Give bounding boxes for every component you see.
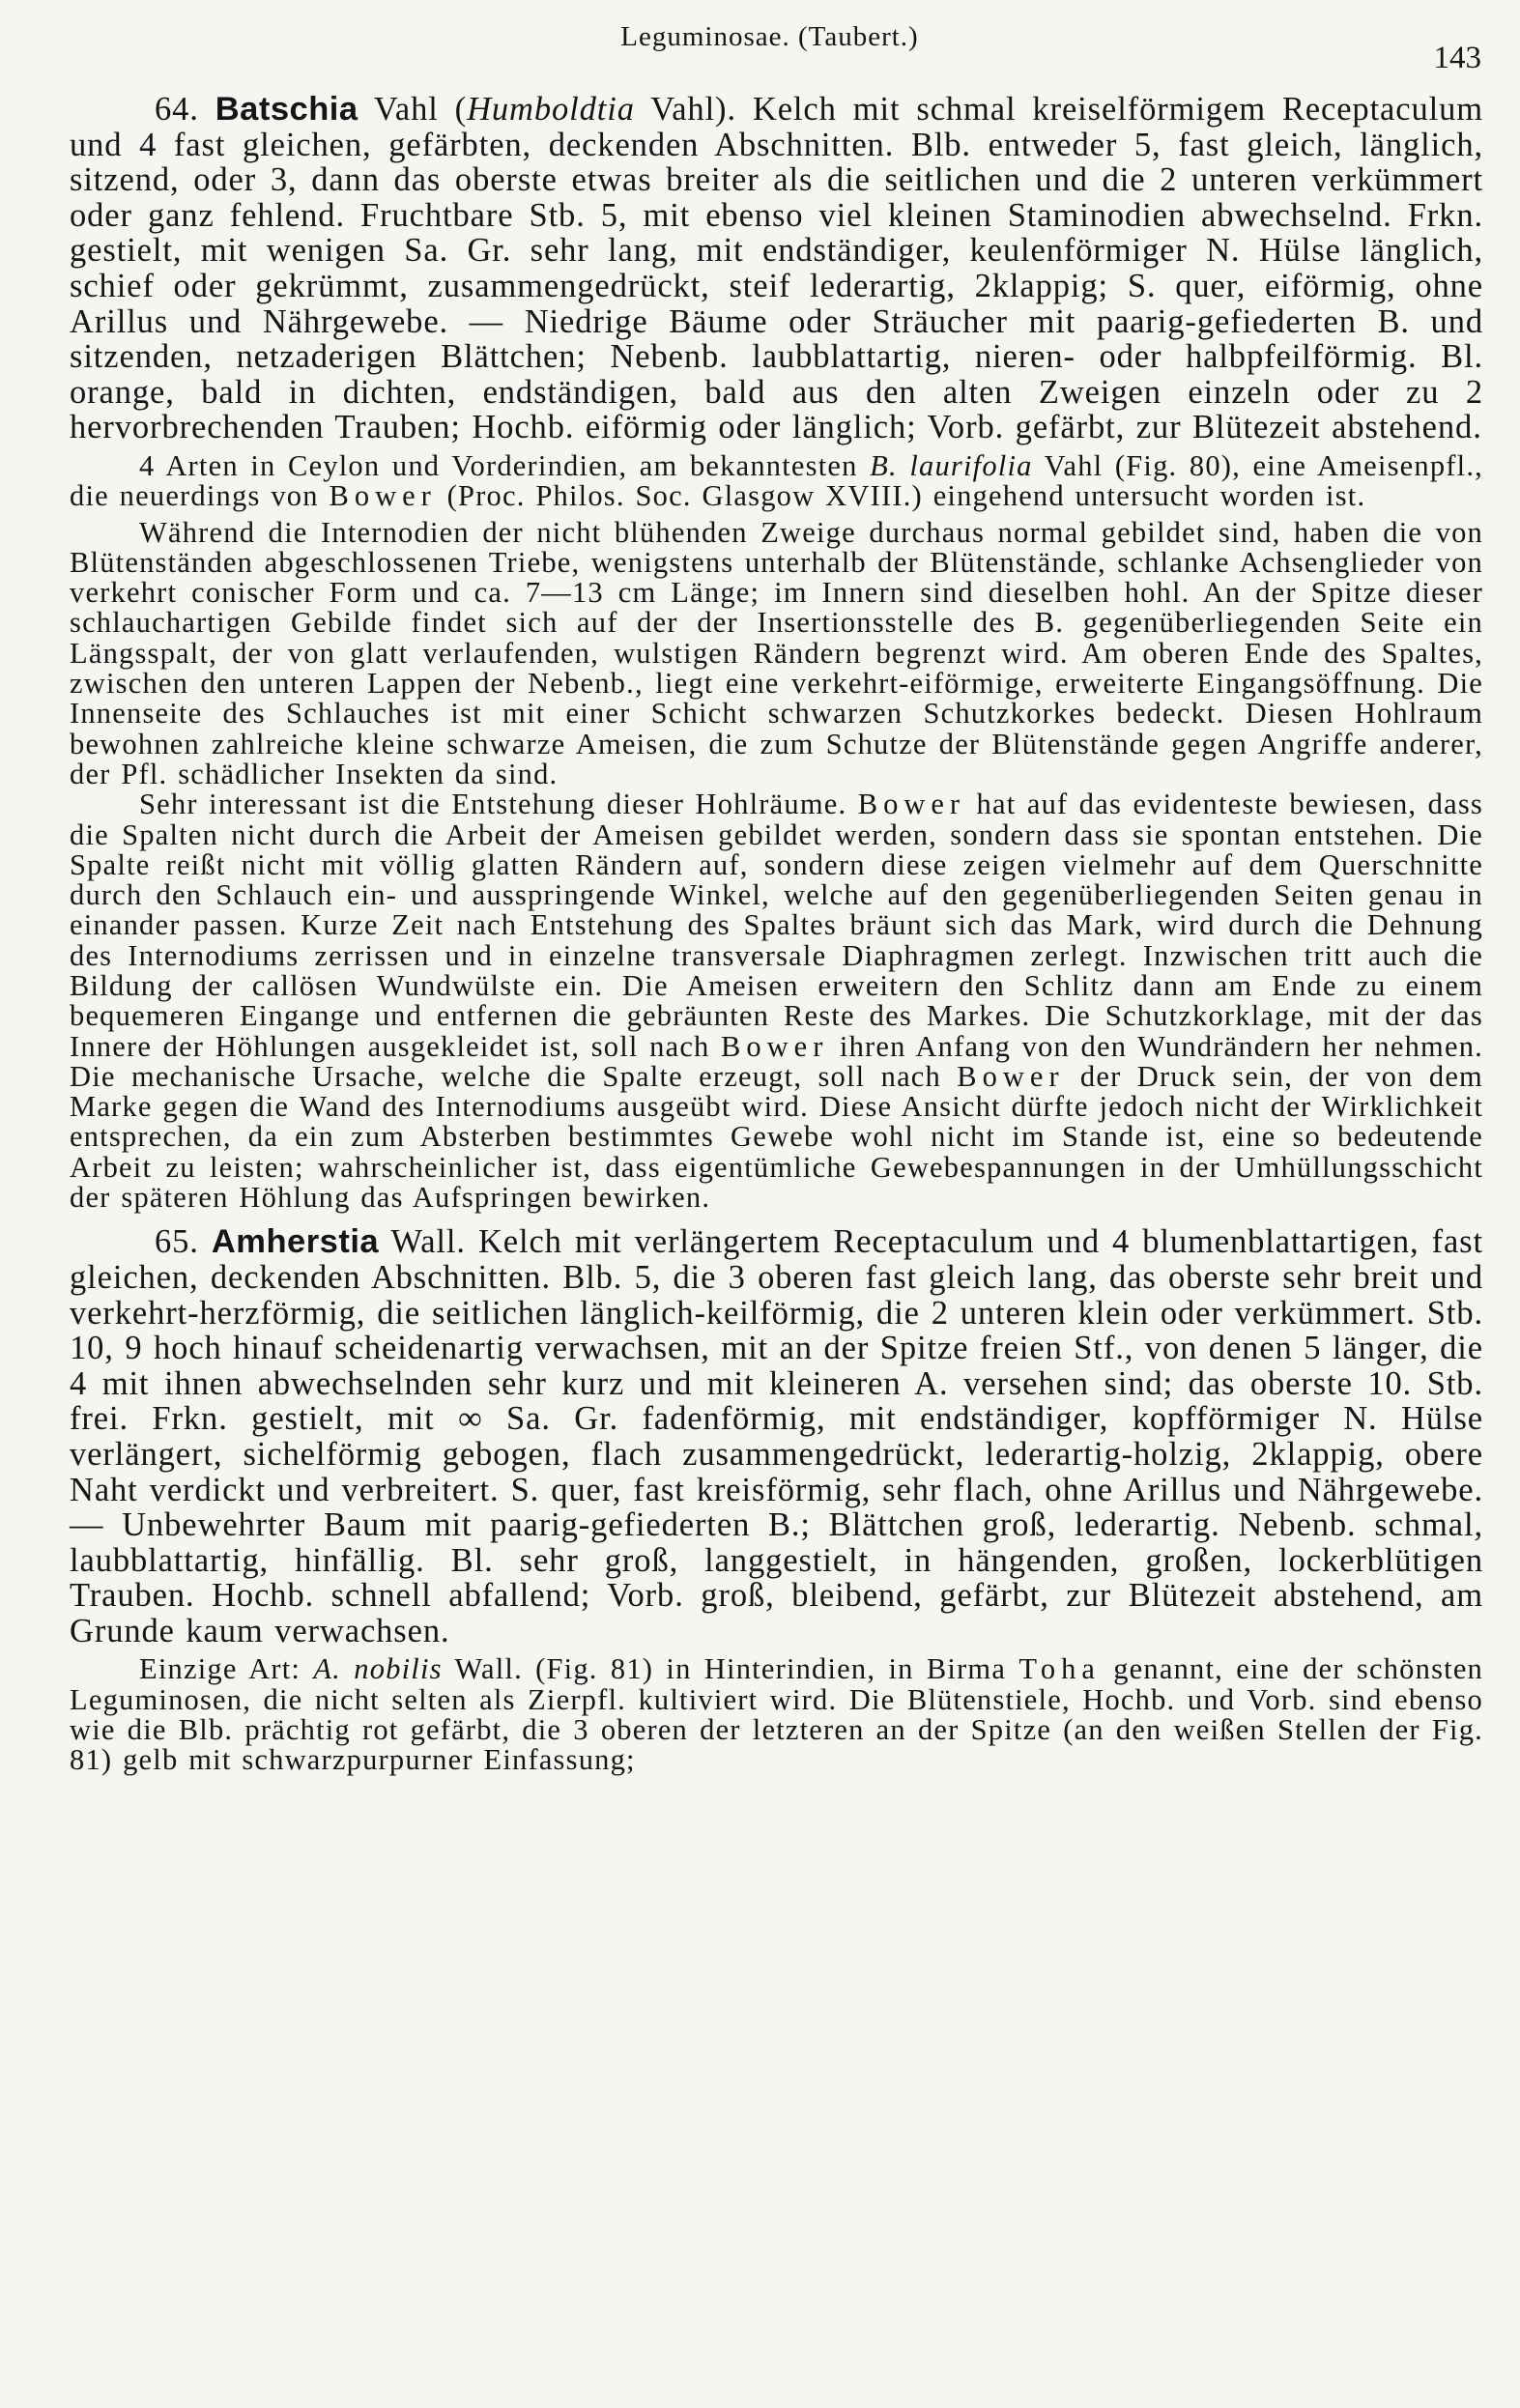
page-header (58, 21, 1481, 75)
cavity-paragraph: Sehr interessant ist die Entstehung dieser Hohlräume. Bower hat auf das evidenteste bewiesen, dass die Spalten nicht durch die Arbeit der Ameisen gebildet werden, sondern dass sie spontan entstehen. Die Spalte reißt nicht mit völlig glatten Rändern auf, sondern diese zeigen vielmehr auf dem Querschnitte durch den Schlauch ein- und ausspringende Winkel, welche auf den gegenüberliegenden Seiten genau in einander passen. Kurze Zeit nach Entstehung des Spaltes bräunt sich das Mark, wird durch die Dehnung des Internodiums zerrissen und in einzelne transversale Diaphragmen zerlegt. Inzwischen tritt auch die Bildung der callösen Wundwülste ein. Die Ameisen erweitern den Schlitz dann am Ende zu einem bequemeren Eingange und entfernen die gebräunten Reste des Markes. Die Schutzkorklage, mit der das Innere der Höhlungen ausgekleidet ist, soll nach Bower ihren Anfang von den Wundrändern her nehmen. Die mechanische Ursache, welche die Spalte erzeugt, soll nach Bower der Druck sein, der von dem Marke gegen die Wand des Internodiums ausgeübt wird. Diese Ansicht dürfte jedoch nicht der Wirklichkeit entsprechen, da ein zum Absterben bestimmtes Gewebe wohl nicht im Stande ist, eine so bedeutende Arbeit zu leisten; wahrscheinlicher ist, dass eigentümliche Gewebespannungen in der Umhüllungsschicht der späteren Höhlung das Aufspringen bewirken. (70, 788, 1483, 1215)
genus-64-description: 64. Batschia Vahl (Humboldtia Vahl). Kelch mit schmal kreiselförmigem Receptaculum und 4 fast gleichen, gefärbten, deckenden Abschnitten. Blb. entweder 5, fast gleich, länglich, sitzend, oder 3, dann das oberste etwas breiter als die seitlichen und die 2 unteren verkümmert oder ganz fehlend. Fruchtbare Stb. 5, mit ebenso viel kleinen Staminodien abwechselnd. Frkn. gestielt, mit wenigen Sa. Gr. sehr lang, mit endständiger, keulenförmiger N. Hülse länglich, schief oder gekrümmt, zusammengedrückt, steif lederartig, 2klappig; S. quer, eiförmig, ohne Arillus und Nährgewebe. — Niedrige Bäume oder Sträucher mit paarig-gefiederten B. und sitzenden, netzaderigen Blättchen; Nebenb. laubblattartig, nieren- oder halbpfeilförmig. Bl. orange, bald in dichten, endständigen, bald aus den alten Zweigen einzeln oder zu 2 hervorbrechenden Trauben; Hochb. eiförmig oder länglich; Vorb. gefärbt, zur Blütezeit abstehend. (70, 91, 1483, 446)
running-head: Leguminosae. (Taubert.) (620, 21, 919, 52)
genus-name: Batschia (215, 91, 358, 128)
synonym: Humboldtia (467, 91, 635, 128)
genus-number: 65. (155, 1223, 199, 1261)
species-name: A. nobilis (313, 1652, 443, 1686)
genus-number: 64. (155, 91, 199, 128)
species-note: Einzige Art: A. nobilis Wall. (Fig. 81) in Hinterindien, in Birma Toha genannt, eine der schönsten Leguminosen, die nicht selten als Zierpfl. kultiviert wird. Die Blütenstiele, Hochb. und Vorb. sind ebenso wie die Blb. prächtig rot gefärbt, die 3 oberen der letzteren an der Spitze (an den weißen Stellen der Fig. 81) gelb mit schwarzpurpurner Einfassung; (70, 1652, 1484, 1777)
local-name: Toha (1018, 1652, 1101, 1686)
genus-65-description: 65. Amherstia Wall. Kelch mit verlängertem Receptaculum und 4 blumenblattartigen, fast gleichen, deckenden Abschnitten. Blb. 5, die 3 oberen fast gleich lang, das oberste sehr breit und verkehrt-herzförmig, die seitlichen länglich-keilförmig, die 2 unteren klein oder verkümmert. Stb. 10, 9 hoch hinauf scheidenartig verwachsen, mit an der Spitze freien Stf., von denen 5 länger, die 4 mit ihnen abwechselnden sehr kurz und mit kleineren A. versehen sind; das oberste 10. Stb. frei. Frkn. gestielt, mit ∞ Sa. Gr. fadenförmig, mit endständiger, kopfförmiger N. Hülse verlängert, sichelförmig gebogen, flach zusammengedrückt, lederartig-holzig, 2klappig, obere Naht verdickt und verbreitert. S. quer, fast kreisförmig, sehr flach, ohne Arillus und Nährgewebe. — Unbewehrter Baum mit paarig-gefiederten B.; Blättchen groß, lederartig. Nebenb. schmal, laubblattartig, hinfällig. Bl. sehr groß, langgestielt, in hängenden, großen, lockerblütigen Trauben. Hochb. schnell abfallend; Vorb. groß, bleibend, gefärbt, zur Blütezeit abstehend, am Grunde kaum verwachsen. (70, 1223, 1483, 1649)
species-note: 4 Arten in Ceylon und Vorderindien, am bekanntesten B. laurifolia Vahl (Fig. 80), eine Ameisenpfl., die neuerdings von Bower (Proc. Philos. Soc. Glasgow XVIII.) eingehend untersucht worden ist. (70, 448, 1483, 513)
author-name: Bower (721, 1029, 829, 1063)
internode-paragraph: Während die Internodien der nicht blühenden Zweige durchaus normal gebildet sind, haben die von Blütenständen abgeschlossenen Triebe, wenigstens unterhalb der Blütenstände, schlanke Achsenglieder von verkehrt conischer Form und ca. 7—13 cm Länge; im Innern sind dieselben hohl. An der Spitze dieser schlauchartigen Gebilde findet sich auf der der Insertionsstelle des B. gegenüberliegenden Seite ein Längsspalt, der von glatt verlaufenden, wulstigen Rändern begrenzt wird. Am oberen Ende des Spaltes, zwischen den unteren Lappen der Nebenb., liegt eine verkehrt-eiförmige, erweiterte Eingangsöffnung. Die Innenseite des Schlauches ist mit einer Schicht schwarzen Schutzkorkes bedeckt. Diesen Hohlraum bewohnen zahlreiche kleine schwarze Ameisen, die zum Schutze der Blütenstände gegen Angriffe anderer, der Pfl. schädlicher Insekten da sind. (70, 515, 1483, 790)
page-body (70, 92, 1483, 1776)
author-name: Bower (957, 1059, 1065, 1093)
species-name: B. laurifolia (870, 448, 1033, 482)
author-name: Bower (329, 479, 437, 513)
genus-name: Amherstia (211, 1223, 380, 1261)
page-number: 143 (1433, 41, 1481, 75)
author-name: Bower (857, 788, 966, 821)
